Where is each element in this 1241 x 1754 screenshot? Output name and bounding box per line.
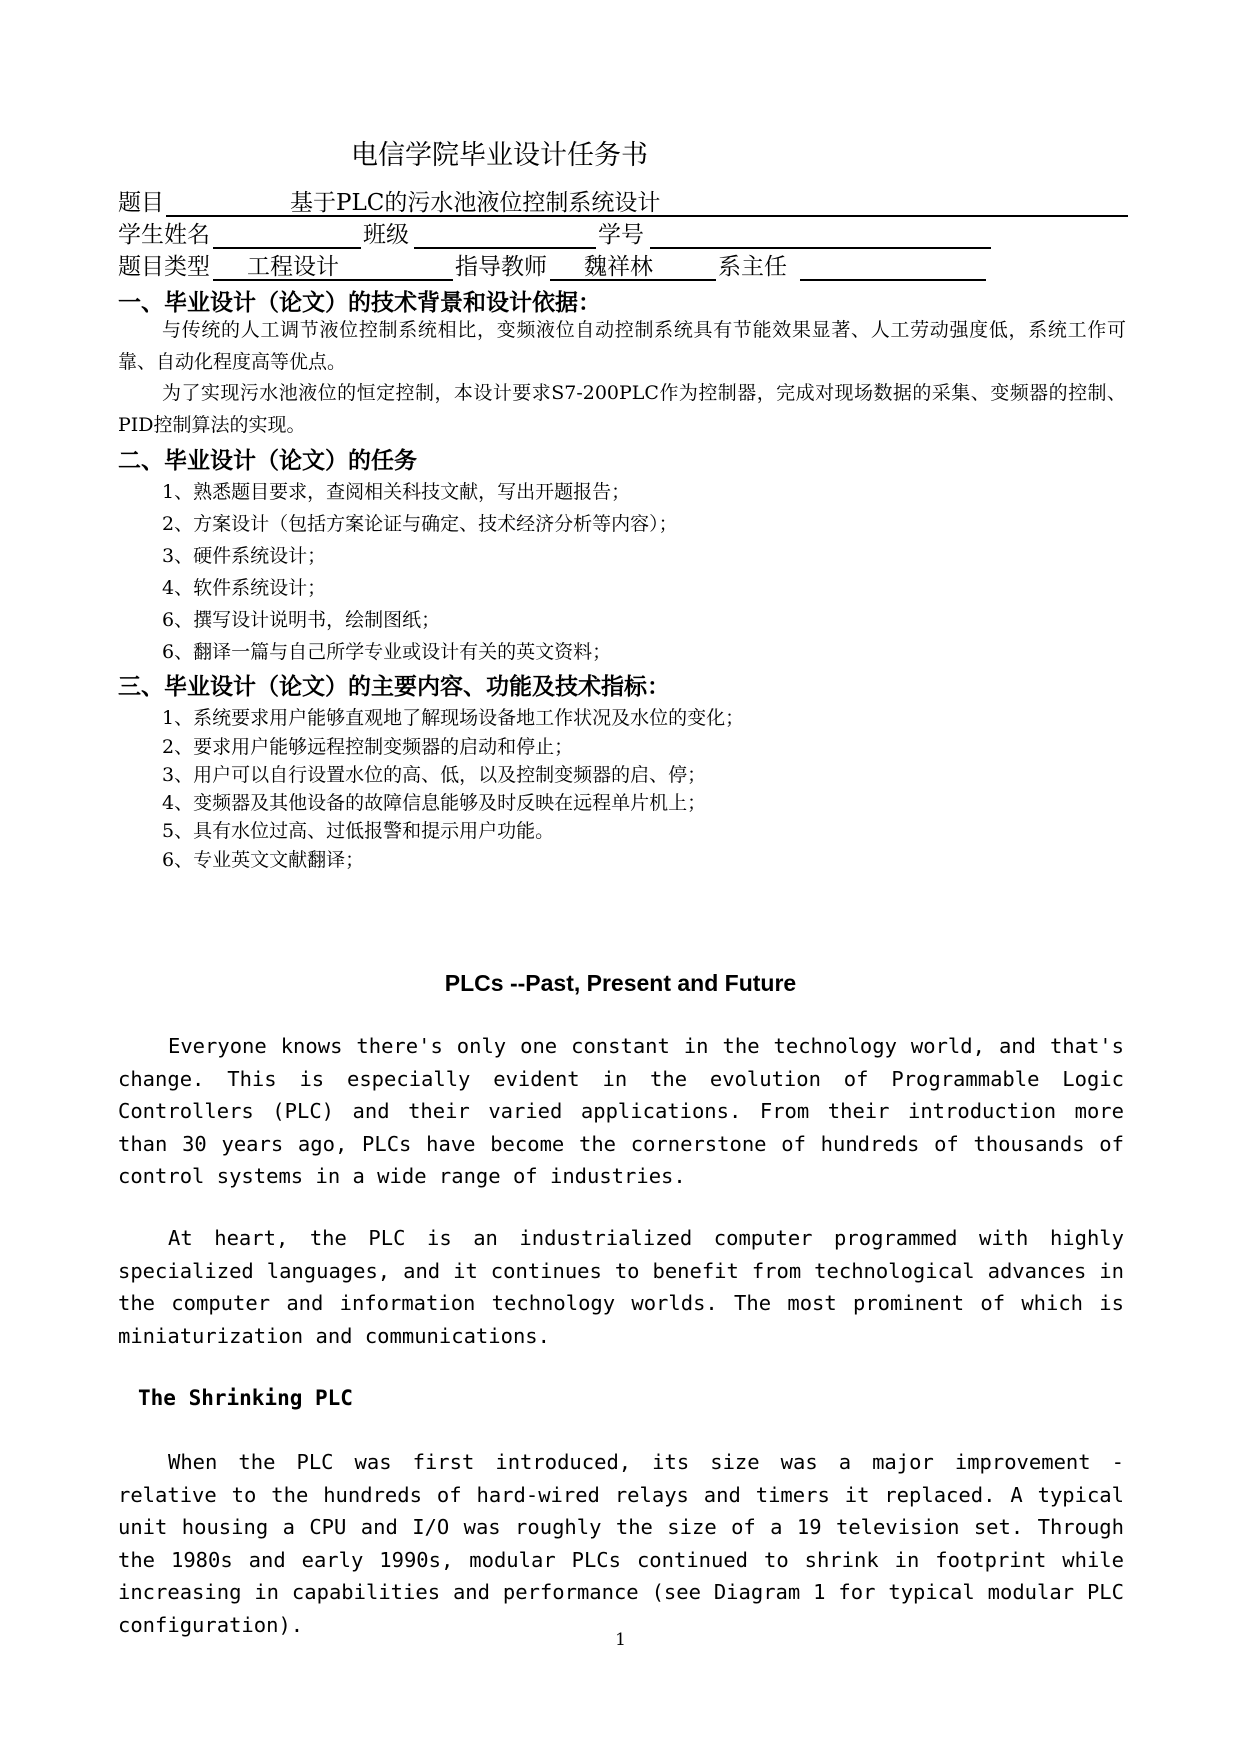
advisor-field [550,248,716,281]
student-id-label: 学号 [598,222,644,248]
section2-heading: 二、毕业设计（论文）的任务 [118,448,417,474]
article-subheading: The Shrinking PLC [138,1386,353,1410]
task-item: 6、撰写设计说明书，绘制图纸； [162,609,441,631]
document-title: 电信学院毕业设计任务书 [351,140,648,171]
student-name-label: 学生姓名 [118,222,210,248]
content-item: 5、具有水位过高、过低报警和提示用户功能。 [162,820,555,842]
advisor-label: 指导教师 [455,254,547,280]
task-item: 3、硬件系统设计； [162,545,327,567]
student-id-field [650,216,991,249]
section1-paragraph: 与传统的人工调节液位控制系统相比，变频液位自动控制系统具有节能效果显著、人工劳动强度低，系统工作可靠、自动化程度高等优点。 [118,319,1126,373]
article-paragraph: When the PLC was first introduced, its size was a major improvement - relative to the hundreds of hard-wired relays and timers it replaced. A typical unit housing a CPU and I/O was roughly the size of a 19 television set. Through the 1980s and early 1990s, modular PLCs continued to shrink in footprint while increasing in capabilities and performance (see Diagram 1 for typical modular PLC configuration). [118,1450,1124,1637]
student-name-field [213,216,361,249]
class-field [414,216,596,249]
topic-row [118,184,1130,216]
topic-type-label: 题目类型 [118,254,210,280]
topic-type-field [213,248,453,281]
page-number: 1 [615,1630,626,1650]
content-item: 4、变频器及其他设备的故障信息能够及时反映在远程单片机上； [162,792,707,814]
topic-type-value: 工程设计 [247,254,339,280]
class-label: 班级 [363,222,409,248]
topic-label: 题目 [118,190,164,216]
topic-value: 基于PLC的污水池液位控制系统设计 [290,190,661,216]
section3-heading: 三、毕业设计（论文）的主要内容、功能及技术指标： [118,674,670,700]
advisor-value: 魏祥林 [584,254,653,280]
article-paragraph: Everyone knows there's only one constant in the technology world, and that's change. This is especially evident in the evolution of Programmable Logic Controllers (PLC) and their varied applications. From their introduction more than 30 years ago, PLCs have become the cornerstone of hundreds of thousands of control systems in a wide range of industries. [118,1034,1124,1188]
task-item: 6、翻译一篇与自己所学专业或设计有关的英文资料； [162,641,612,663]
section1-heading: 一、毕业设计（论文）的技术背景和设计依据： [118,290,601,316]
content-item: 6、专业英文文献翻译； [162,849,365,871]
student-row [118,216,998,248]
article-paragraph: At heart, the PLC is an industrialized computer programmed with highly specialized languages, and it continues to benefit from technological advances in the computer and information technology worlds. The most prominent of which is miniaturization and communications. [118,1226,1124,1348]
section1-paragraph: 为了实现污水池液位的恒定控制，本设计要求S7-200PLC作为控制器，完成对现场数据的采集、变频器的控制、PID控制算法的实现。 [118,382,1126,436]
dept-head-field [800,248,986,281]
topic-field [166,184,1128,217]
type-row [118,248,998,280]
task-item: 4、软件系统设计； [162,577,327,599]
task-item: 1、熟悉题目要求，查阅相关科技文献，写出开题报告； [162,481,631,503]
article-title: PLCs --Past, Present and Future [444,970,797,996]
task-item: 2、方案设计（包括方案论证与确定、技术经济分析等内容）； [162,513,678,535]
content-item: 3、用户可以自行设置水位的高、低，以及控制变频器的启、停； [162,764,707,786]
content-item: 2、要求用户能够远程控制变频器的启动和停止； [162,736,574,758]
dept-head-label: 系主任 [718,254,787,280]
content-item: 1、系统要求用户能够直观地了解现场设备地工作状况及水位的变化； [162,707,745,729]
